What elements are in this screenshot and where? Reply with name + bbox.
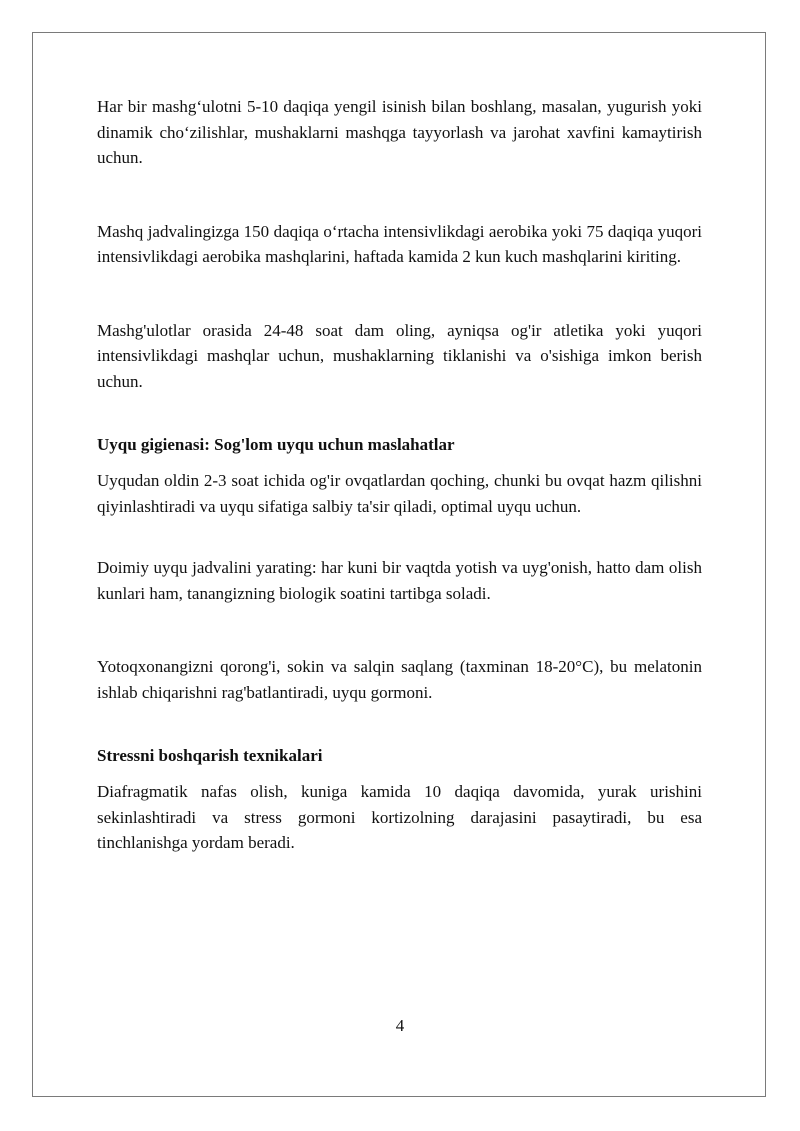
- page-content: [97, 94, 702, 856]
- section-heading-stress: Stressni boshqarish texnikalari: [97, 746, 323, 765]
- paragraph-bedroom: Yotoqxonangizni qorong'i, sokin va salqin saqlang (taxminan 18-20°C), bu melatonin ishlab chiqarishni rag'batlantiradi, uyqu gormoni.: [97, 657, 702, 702]
- paragraph-warmup: Har bir mashg‘ulotni 5-10 daqiqa yengil isinish bilan boshlang, masalan, yugurish yoki dinamik cho‘zilishlar, mushaklarni mashqga tayyorlash va jarohat xavfini kamaytirish uchun.: [97, 97, 702, 167]
- paragraph-sleep-schedule: Doimiy uyqu jadvalini yarating: har kuni bir vaqtda yotish va uyg'onish, hatto dam olish kunlari ham, tanangizning biologik soatini tartibga soladi.: [97, 558, 702, 603]
- paragraph-sleep-food: Uyqudan oldin 2-3 soat ichida og'ir ovqatlardan qoching, chunki bu ovqat hazm qilishni qiyinlashtiradi va uyqu sifatiga salbiy ta'sir qiladi, optimal uyqu uchun.: [97, 471, 702, 516]
- paragraph-exercise-schedule: Mashq jadvalingizga 150 daqiqa o‘rtacha intensivlikdagi aerobika yoki 75 daqiqa yuqori intensivlikdagi aerobika mashqlarini, haftada kamida 2 kun kuch mashqlarini kiriting.: [97, 221, 702, 266]
- paragraph-rest: Mashg'ulotlar orasida 24-48 soat dam oling, ayniqsa og'ir atletika yoki yuqori intensivlikdagi mashqlar uchun, mushaklarning tiklanishi va o'sishiga imkon berish uchun.: [97, 320, 702, 391]
- paragraph-breathing: Diafragmatik nafas olish, kuniga kamida 10 daqiqa davomida, yurak urishini sekinlashtiradi va stress gormoni kortizolning darajasini pasaytiradi, bu esa tinchlanishga yordam beradi.: [97, 782, 702, 852]
- section-heading-sleep: Uyqu gigienasi: Sog'lom uyqu uchun maslahatlar: [97, 435, 455, 454]
- page-number: 4: [395, 1016, 405, 1035]
